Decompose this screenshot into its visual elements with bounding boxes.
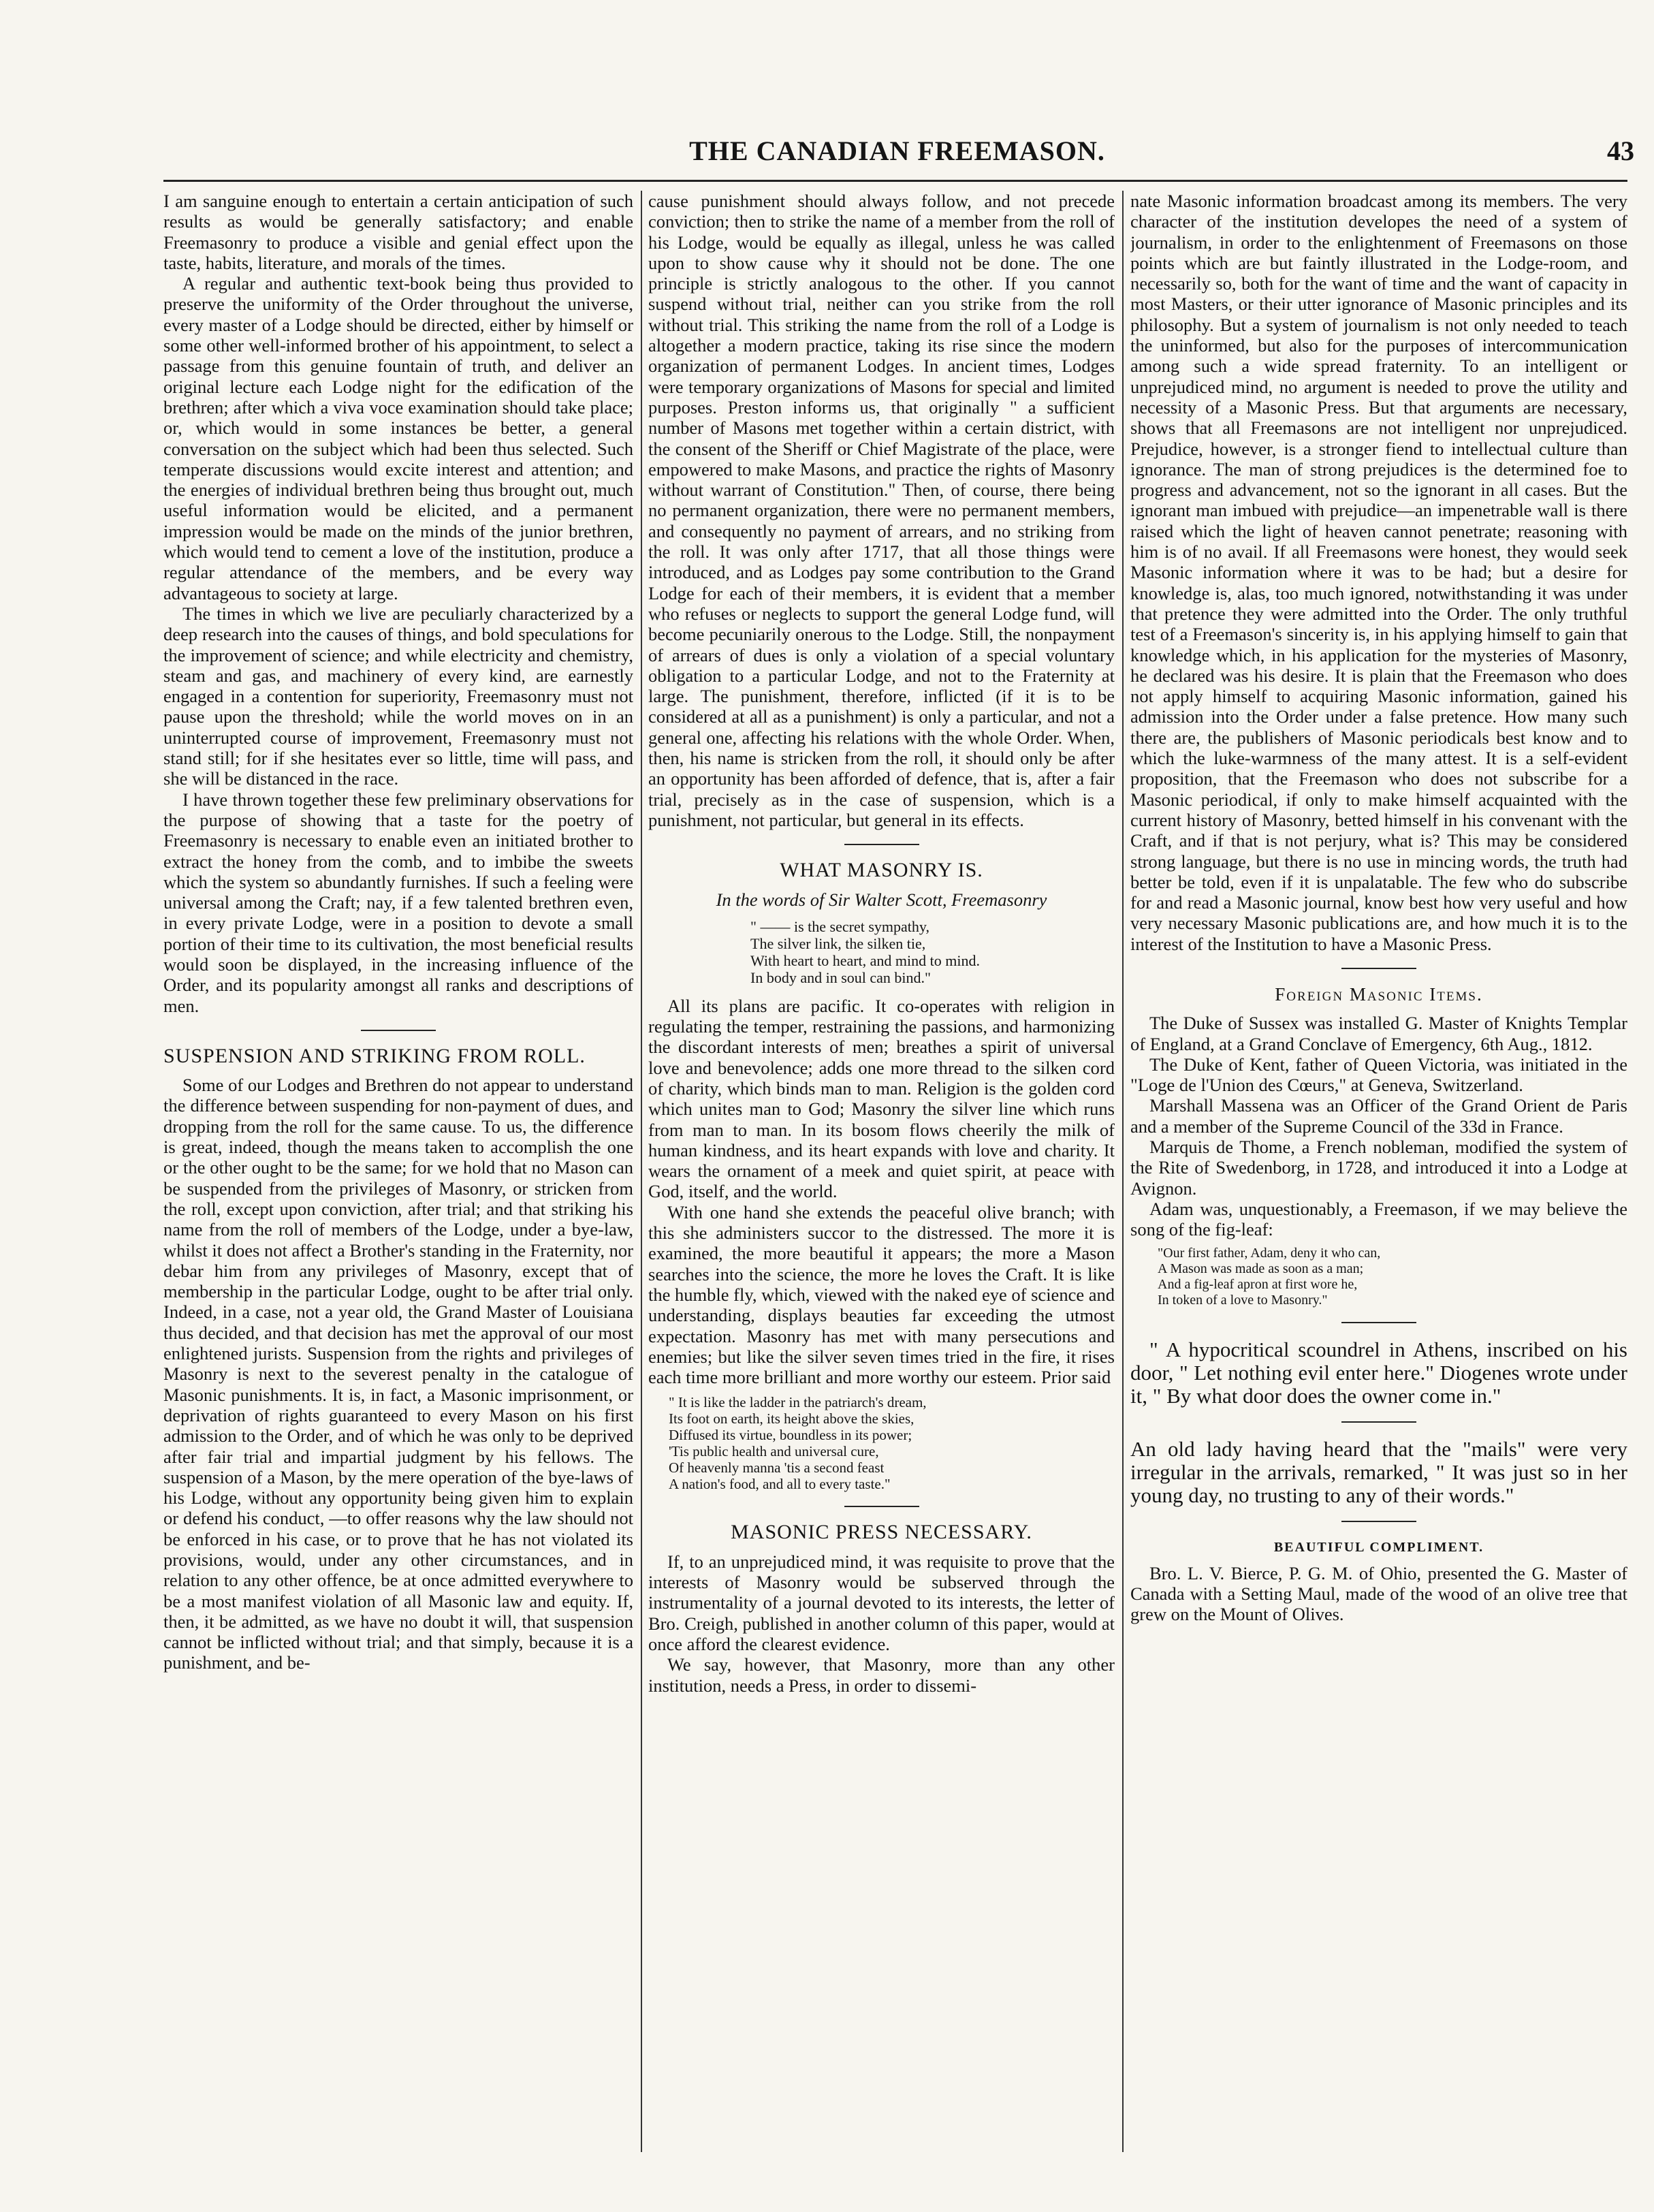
section-subheading: In the words of Sir Walter Scott, Freemasonry bbox=[716, 889, 1047, 910]
verse-line: Its foot on earth, its height above the skies, bbox=[669, 1410, 915, 1427]
verse-line: " It is like the ladder in the patriarch's dream, bbox=[669, 1394, 927, 1411]
paragraph: I have thrown together these few preliminary observations for the purpose of showing that a taste for the poetry of Freemasonry is necessary to enable even an initiated brother to extract the honey from the comb, and to imbibe the sweets which the system so abundantly furnishes. If such a feeling were universal among the Craft; nay, if a few talented brethren even, in every private Lodge, were in a position to devote a small portion of their time to its cultivation, the most beneficial results would soon be displayed, in the increasing influence of the Order, and its popularity amongst all ranks and descriptions of men. bbox=[163, 789, 633, 1016]
header-rule bbox=[163, 180, 1627, 182]
anecdote: An old lady having heard that the "mails" were very irregular in the arrivals, remarked, " It was just so in her young day, no trusting to any of their words." bbox=[1130, 1436, 1627, 1507]
verse-line: "Our first father, Adam, deny it who can, bbox=[1158, 1245, 1381, 1261]
news-item: The Duke of Sussex was installed G. Master of Knights Templar of England, at a Grand Conclave of Emergency, 6th Aug., 1812. bbox=[1130, 1013, 1627, 1054]
news-item: Adam was, unquestionably, a Freemason, if we may believe the song of the fig-leaf: bbox=[1130, 1198, 1627, 1240]
anecdote: " A hypocritical scoundrel in Athens, inscribed on his door, " Let nothing evil enter here." Diogenes wrote under it, " By what door does the owner come in." bbox=[1130, 1337, 1627, 1408]
paragraph: cause punishment should always follow, and not precede conviction; then to strike the name of a member from the roll of his Lodge, would be equally as illegal, unless he was called upon to show cause why it should not be done. The one principle is strictly analogous to the other. If you cannot suspend without trial, neither can you strike from the roll without trial. This striking the name from the roll of a Lodge is altogether a modern practice, taking its rise since the modern organization of permanent Lodges. In ancient times, Lodges were temporary organizations of Masons for special and limited purposes. Preston informs us, that originally " a sufficient number of Masons met together within a certain district, with the consent of the Sheriff or Chief Magistrate of the place, were empowered to make Masons, and practice the rights of Masonry without warrant of Constitution." Then, of course, there being no permanent organization, there were no permanent members, and consequently no payment of arrears, and no striking from the roll. It was only after 1717, that all those things were introduced, and as Lodges pay some contribution to the Grand Lodge for each of their members, it is evident that a member who refuses or neglects to support the general Lodge fund, will become pecuniarily onerous to the Lodge. Still, the nonpayment of arrears of dues is only a violation of a special voluntary obligation to a particular Lodge, and not to the Fraternity at large. The punishment, therefore, inflicted (if it is to be considered at all as a punishment) is only a particular, and not a general one, affecting his relations with the whole Order. When, then, his name is stricken from the roll, it should only be after an opportunity has been afforded of defence, that is, after a fair trial, precisely as in the case of suspension, which is a punishment, not particular, but general in its effects. bbox=[648, 191, 1115, 830]
section-heading: MASONIC PRESS NECESSARY. bbox=[731, 1521, 1032, 1544]
verse-line: A nation's food, and all to every taste." bbox=[669, 1476, 891, 1493]
news-item: Marquis de Thome, a French nobleman, modified the system of the Rite of Swedenborg, in 1728, and introduced it into a Lodge at Avignon. bbox=[1130, 1137, 1627, 1199]
verse-line: 'Tis public health and universal cure, bbox=[669, 1443, 879, 1460]
column-3 bbox=[1130, 191, 1627, 2152]
paragraph: Bro. L. V. Bierce, P. G. M. of Ohio, presented the G. Master of Canada with a Setting Maul, made of the wood of an olive tree that grew on the Mount of Olives. bbox=[1130, 1562, 1627, 1625]
column-divider bbox=[1122, 191, 1124, 2152]
paragraph: I am sanguine enough to entertain a certain anticipation of such results as would be generally satisfactory; and enable Freemasonry to produce a visible and genial effect upon the taste, habits, literature, and morals of the times. bbox=[163, 191, 633, 273]
verse-line: " —— is the secret sympathy, bbox=[750, 917, 929, 935]
verse-line: And a fig-leaf apron at first wore he, bbox=[1158, 1276, 1358, 1292]
paragraph: If, to an unprejudiced mind, it was requisite to prove that the interests of Masonry would be subserved through the instrumentality of a journal devoted to its interests, the letter of Bro. Creigh, published in another column of this paper, would at once afford the clearest evidence. bbox=[648, 1551, 1115, 1654]
section-separator bbox=[844, 844, 919, 845]
section-separator bbox=[1341, 1421, 1416, 1423]
verse-line: Of heavenly manna 'tis a second feast bbox=[669, 1459, 885, 1476]
section-heading: SUSPENSION AND STRIKING FROM ROLL. bbox=[163, 1044, 586, 1067]
verse-line: In body and in soul can bind." bbox=[750, 968, 931, 986]
verse-quote bbox=[669, 1394, 1115, 1492]
section-separator bbox=[1341, 1322, 1416, 1323]
paragraph: We say, however, that Masonry, more than any other institution, needs a Press, in order to dissemi- bbox=[648, 1654, 1115, 1696]
verse-quote bbox=[750, 918, 1115, 986]
paragraph: nate Masonic information broadcast among its members. The very character of the institution developes the need of a system of journalism, in order to the enlightenment of Freemasons on those points which are but faintly illustrated in the Lodge-room, and necessarily so, both for the want of time and the want of capacity in most Masters, or their utter ignorance of Masonic principles and its philosophy. But a system of journalism is not only needed to teach the uninformed, but also for the purposes of intercommunication among such a wide spread fraternity. To an intelligent or unprejudiced mind, no argument is needed to prove the utility and necessity of a Masonic Press. But that arguments are necessary, shows that all Freemasons are not intelligent nor unprejudiced. Prejudice, however, is a stronger fiend to intellectual culture than ignorance. The man of strong prejudices is the determined foe to progress and advancement, not so the ignorant in all cases. But the ignorant man imbued with prejudice—an impenetrable wall is there raised which the light of heaven cannot penetrate; reasoning with him is of no avail. If all Freemasons were honest, they would seek Masonic information where it was to be had; but a desire for knowledge is, alas, too much ignored, notwithstanding it was under that pretence they were admitted into the Order. The only truthful test of a Freemason's sincerity is, in his applying himself to gain that knowledge which, in his application for the mysteries of Masonry, he declared was his desire. It is plain that the Freemason who does not apply himself to acquiring Masonic information, gained his admission into the Order under a false pretence. How many such there are, the publishers of Masonic periodicals best know and to which the luke-warmness of the many attest. It is a self-evident proposition, that the Freemason who does not subscribe for a Masonic periodical, if only to make himself acquainted with the current history of Masonry, betted himself in his convenant with the Craft, and if that is not perjury, what is? This may be considered strong language, but there is no use in mincing words, the truth had better be told, even if it is unpalatable. The few who do subscribe for and read a Masonic journal, know best how very useful and how very necessary Masonic publications are, and how much it is to the interest of the Institution to have a Masonic Press. bbox=[1130, 191, 1627, 954]
section-separator bbox=[844, 1506, 919, 1507]
verse-line: With heart to heart, and mind to mind. bbox=[750, 951, 980, 969]
section-separator bbox=[361, 1030, 436, 1031]
verse-line: In token of a love to Masonry." bbox=[1158, 1292, 1328, 1308]
section-heading: BEAUTIFUL COMPLIMENT. bbox=[1273, 1539, 1484, 1555]
column-2 bbox=[648, 191, 1115, 2152]
paragraph: All its plans are pacific. It co-operates with religion in regulating the temper, restraining the passions, and harmonizing the discordant interests of men; breathes a spirit of universal love and benevolence; adds one more thread to the silken cord of charity, which binds man to man. Religion is the golden cord which unites man to God; Masonry the silver line which runs from man to man. In its bosom flows cheerily the milk of human kindness, and its heart expands with love and charity. It wears the ornament of a meek and quiet spirit, at peace with God, itself, and the world. bbox=[648, 995, 1115, 1202]
section-separator bbox=[1341, 1521, 1416, 1522]
verse-line: Diffused its virtue, boundless in its power; bbox=[669, 1427, 912, 1444]
column-divider bbox=[641, 191, 642, 2152]
paragraph: With one hand she extends the peaceful olive branch; with this she administers succor to the distressed. The more it is examined, the more beautiful it appears; the more a Mason searches into the science, the more he loves the Craft. It is like the humble fly, which, viewed with the naked eye of science and understanding, displays beauties far exceeding the utmost expectation. Masonry has met with many persecutions and enemies; but like the silver seven times tried in the fire, it rises each time more brilliant and more worthy our esteem. Prior said bbox=[648, 1201, 1115, 1388]
section-heading: WHAT MASONRY IS. bbox=[780, 859, 983, 882]
paragraph: The times in which we live are peculiarly characterized by a deep research into the causes of things, and bold speculations for the improvement of science; and while electricity and chemistry, steam and gas, and machinery of every kind, are earnestly engaged in a contention for superiority, Freemasonry must not pause upon the threshold; while the world moves on in an uninterrupted course of improvement, Freemasonry must not stand still; for if she hesitates ever so little, time will pass, and she will be distanced in the race. bbox=[163, 603, 633, 789]
verse-line: The silver link, the silken tie, bbox=[750, 934, 926, 952]
page-header bbox=[160, 135, 1634, 173]
news-item: Marshall Massena was an Officer of the Grand Orient de Paris and a member of the Supreme Council of the 33d in France. bbox=[1130, 1095, 1627, 1137]
verse-line: A Mason was made as soon as a man; bbox=[1158, 1261, 1364, 1276]
column-1 bbox=[163, 191, 633, 2152]
section-heading: Foreign Masonic Items. bbox=[1275, 983, 1483, 1005]
paragraph: A regular and authentic text-book being thus provided to preserve the uniformity of the Order throughout the universe, every master of a Lodge should be directed, either by himself or some other well-informed brother of his appointment, to select a passage from this genuine fountain of truth, and deliver an original lecture each Lodge night for the edification of the brethren; after which a viva voce examination should take place; or, which would in some instances be better, a general conversation on the subject which had been thus selected. Such temperate discussions would excite interest and attention; and the energies of individual brethren being thus brought out, much useful information would be elicited, and a permanent impression would be made on the minds of the junior brethren, which would tend to cement a love of the institution, produce a regular attendance of the members, and be every way advantageous to society at large. bbox=[163, 273, 633, 603]
verse-quote bbox=[1158, 1246, 1627, 1308]
page-number: 43 bbox=[1607, 136, 1634, 166]
news-item: The Duke of Kent, father of Queen Victoria, was initiated in the "Loge de l'Union des Cœurs," at Geneva, Switzerland. bbox=[1130, 1054, 1627, 1096]
paragraph: Some of our Lodges and Brethren do not appear to understand the difference between suspending for non-payment of dues, and dropping from the roll for the same cause. To us, the difference is great, indeed, though the means taken to accomplish the one or the other ought to be the same; for we hold that no Mason can be suspended from the privileges of Masonry, or stricken from the roll, except upon conviction, after trial; and that striking his name from the roll of members of the Lodge, under a bye-law, whilst it does not affect a Brother's standing in the Fraternity, nor debar him from any privileges of Masonry, except that of membership in the particular Lodge, ought to be after trial only. Indeed, in a case, not a year old, the Grand Master of Louisiana thus decided, and that decision has met the approval of our most enlightened jurists. Suspension from the rights and privileges of Masonry is next to the severest penalty in the catalogue of Masonic punishments. It is, in fact, a Masonic imprisonment, or deprivation of rights guaranteed to every Mason on his first admission to the Order, and of which he was only to be deprived after fair trial and impartial judgment by his fellows. The suspension of a Mason, by the mere operation of the bye-laws of his Lodge, without any opportunity being given him to explain or defend his conduct, —to offer reasons why the law should not be enforced in his case, or to prove that he has not violated its provisions, would, under any other circumstances, and in relation to any other offence, be at once admitted everywhere to be a most manifest violation of all Masonic law and equity. If, then, it be admitted, as we have no doubt it will, that suspension cannot be inflicted without trial; and that simply, because it is a punishment, and be- bbox=[163, 1075, 633, 1673]
section-separator bbox=[1341, 968, 1416, 969]
running-title: THE CANADIAN FREEMASON. bbox=[689, 136, 1105, 166]
